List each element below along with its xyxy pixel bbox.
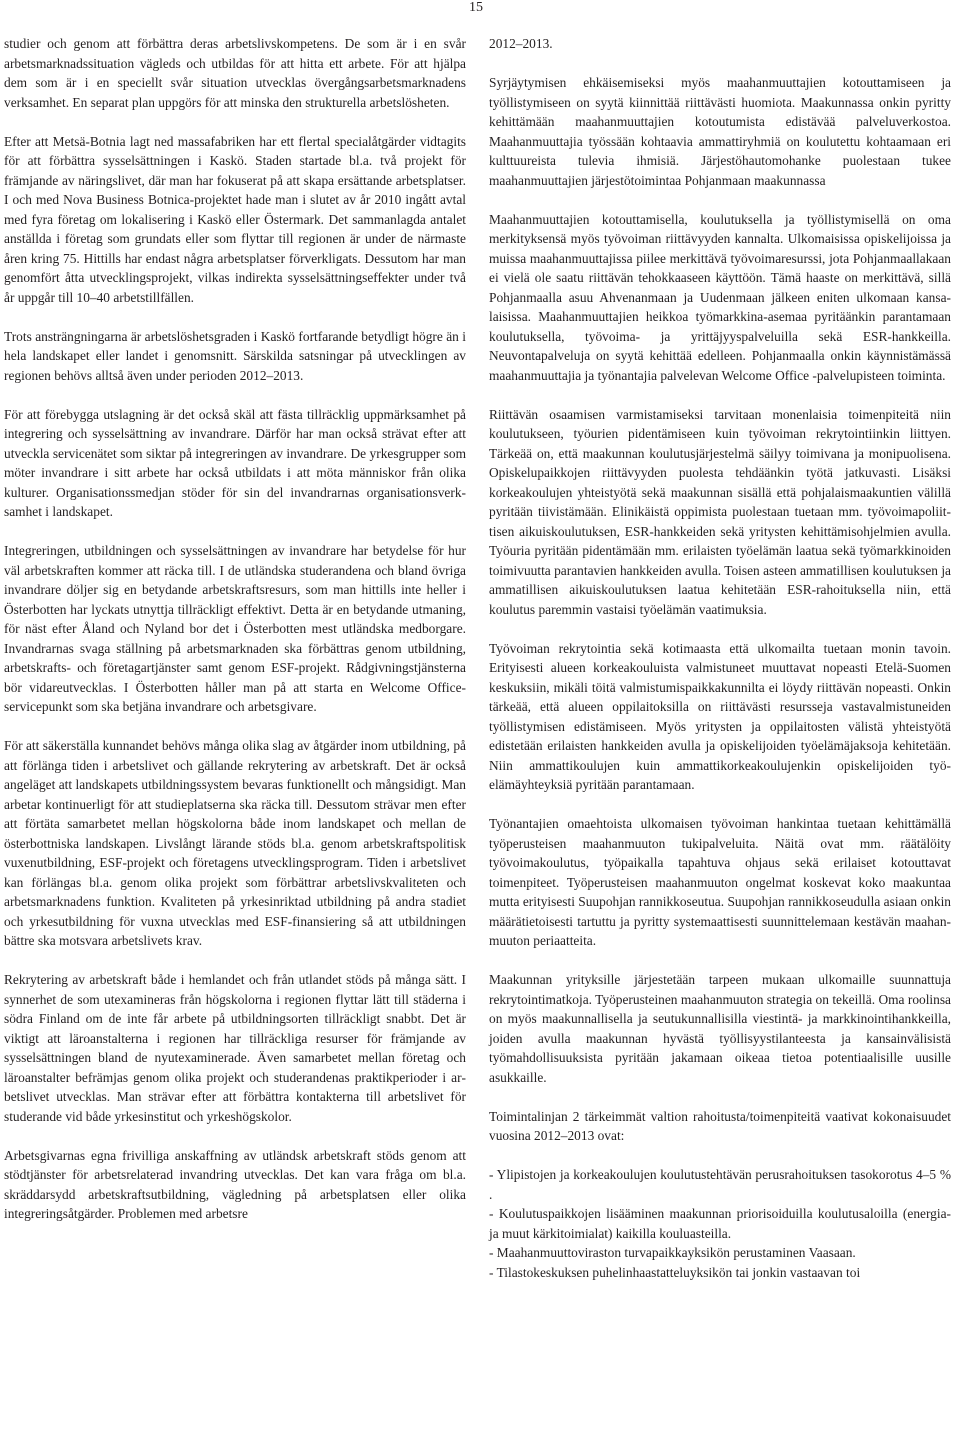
paragraph: För att förebygga utslagning är det också skäl att fästa tillräcklig uppmärksamhet på integrering och sysselsättning av invandrare. Därför har man också strävat efter att utveckla servicenätet som siktar på integreringen av invandrare. De yrkesgrupper som möter invandrare i sitt arbete har också utbildats i att möta människor från olika kulturer. Organisationssmedjan stöder för sin del invandrarnas organisationsverksamhet i landskapet. [4, 406, 466, 519]
list-item: - Maahanmuuttoviraston turvapaikkayksikön perustaminen Vaasaan. [489, 1245, 856, 1260]
paragraph: Efter att Metsä-Botnia lagt ned massafabriken har ett flertal specialåtgärder vidtagits för att förbättra sysselsättningen i Kaskö. Staden startade bl.a. två projekt för främjande av näringslivet, där man har fokuserat på att skapa ersättande arbetsplatser. I och med Nova Business Botnica-projektet hade man i slutet av år 2010 ingått avtal med fyra företag om lokalisering i Kaskö eller Östermark. Det sammanlagda antalet anställda i företag som grundats eller som flyttar till regionen är under de närmaste åren kring 75. Hittills har endast några arbetsplatser förverkligats. Dessutom har man genomfört åtta utvecklingsprojekt, vilkas indirekta sysselsättningseffekter under två år uppgår till 10–40 arbetstillfällen. [4, 133, 466, 305]
paragraph: Trots ansträngningarna är arbetslöshetsgraden i Kaskö fortfarande betydligt högre än i hela landskapet eller landet i genomsnitt. Särskilda satsningar på utvecklingen av regionen behövs alltså även under perioden 2012–2013. [4, 328, 466, 383]
paragraph: Toimintalinjan 2 tärkeimmät valtion rahoitusta/toimenpiteitä vaativat kokonaisuudet vuosina 2012–2013 ovat: [489, 1108, 951, 1143]
right-text-column [489, 34, 951, 1282]
list-item: - Koulutuspaikkojen lisääminen maakunnan priorisoiduilla koulutusaloilla (energia- ja muut kärkitoimialat) kaikilla kouluasteilla. [489, 1206, 951, 1241]
paragraph: 2012–2013. [489, 36, 553, 51]
paragraph: Työnantajien omaehtoista ulkomaisen työvoiman hankintaa tuetaan kehittämällä työperusteisen maahanmuuton tukipalveluita. Näitä ovat mm. räätälöity työvoimakoulutus, työpaikalla tapahtuva ohjaus sekä erilaiset kotouttavat toimenpiteet. Työperusteisen maahanmuuton ongelmat koskevat koko maakuntaa mutta erityisesti Suupohjan rannikkoseutua. Suupohjan rannikkoseudulla asiaan onkin määrätietoisesti tartuttu ja pyritty systemaattisesti suunnittelemaan kestävän maahanmuuton periaatteita. [489, 816, 951, 948]
left-text-column [4, 34, 466, 1224]
list-item: - Ylipistojen ja korkeakoulujen koulutustehtävän perusrahoituksen tasokorotus 4–5 % . [489, 1167, 951, 1202]
paragraph: Maakunnan yrityksille järjestetään tarpeen mukaan ulkomaille suunnattuja rekrytointimatkoja. Työperusteinen maahanmuuton strategia on tekeillä. Oma roolinsa on myös maakunnallisella ja seutukunnallisilla viestintä- ja markkinointihankkeilla, joiden avulla maakunnan hyvästä työllisyystilanteesta ja kansainvälisistä työmahdollisuuksista pyritään jakamaan oikeaa tietoa potentiaalisille uusille asukkaille. [489, 972, 951, 1085]
paragraph: Työvoiman rekrytointia sekä kotimaasta että ulkomailta tuetaan monin tavoin. Erityisesti alueen korkeakouluista valmistuneet muuttavat nopeasti Etelä-Suomen keskuksiin, mikäli töitä valmistumispaikkakunnilta ei löydy riittävän nopeasti. Onkin tärkeää, että alueen oppilaitoksilla on riittävästi resursseja vastavalmistuneiden työllistymisen edistämiseen. Myös yritysten ja oppilaitosten välistä yhteistyötä edistetään erilaisten hankkeiden avulla ja opiskelijoiden työelämäjaksoja kehitetään. Niin ammattikoulujen kuin ammattikorkeakoulujenkin opiskelijoiden työelämäyhteyksiä pyritään parantamaan. [489, 640, 951, 792]
page-number: 15 [469, 0, 483, 15]
paragraph: Maahanmuuttajien kotouttamisella, koulutuksella ja työllistymisellä on oma merkityksensä myös työvoiman riittävyyden kannalta. Ulkomaisissa opiskelijoissa ja muissa maahanmuuttajissa piilee merkittävä työvoimaresurssi, jota Pohjanmaallakaan ei vielä ole saatu riittävän tehokkaaseen käyttöön. Tämä haaste on merkittävä, sillä Pohjanmaalla asuu Ahvenanmaan ja Uudenmaan jälkeen eniten ulkomaan kansalaisissa. Maahanmuuttajien heikkoa työmarkkina-asemaa pyritäänkin parantamaan koulutuksella, työvoima- ja yrittäjyyspalveluilla sekä ESR-hankkeilla. Neuvontapalveluja on syytä kehittää edelleen. Pohjanmaalla onkin käynnistämässä maahanmuuttajia ja työnantajia palvelevan Welcome Office -palvelupisteen toiminta. [489, 211, 951, 383]
paragraph: studier och genom att förbättra deras arbetslivskompetens. De som är i en svår arbetsmarknadssituation vägleds och utbildas för att hitta ett arbete. För att hjälpa dem som är i en speciellt svår situation utvecklas övergångsarbetsmarknadens verksamhet. En separat plan uppgörs för att minska den strukturella arbetslösheten. [4, 36, 466, 110]
paragraph: För att säkerställa kunnandet behövs många olika slag av åtgärder inom utbildning, på att förlänga tiden i arbetslivet och gällande rekrytering av arbetskraft. Det är också angeläget att landskapets utbildningssystem bevaras funktionellt och mångsidigt. Man arbetar kontinuerligt för att studieplatserna ska räcka till. Dessutom strävar men efter att förtäta samarbetet mellan högskolorna både inom landskapet och mellan de österbottniska landskapen. Livslångt lärande stöds bl.a. genom arbetskraftspolitisk vuxenutbildning, ESF-projekt och företagens utvecklingsprogram. Tiden i arbetslivet kan förlängas bl.a. genom olika projekt som förbättrar arbetslivskvaliteten och arbetsmarknadens funktion. Kvaliteten på yrkesinriktad utbildning på andra stadiet och yrkesutbildning för vuxna utvecklas med ESF-finansiering så att utbildningen bättre ska motsvara arbetslivets krav. [4, 738, 466, 948]
paragraph: Rekrytering av arbetskraft både i hemlandet och från utlandet stöds på många sätt. I synnerhet de som utexamineras från högskolorna i regionen flyttar lätt till städerna i södra Finland om de inte får arbete på utbildningsorten tillräckligt snabbt. Det är viktigt att läroanstalterna i regionen har tillräckliga resurser för främjande av sysselsättningen bland de nyutexaminerade. Även samarbetet mellan företag och läroanstalter befrämjas genom olika projekt och studerandenas praktikperioder i arbetslivet utvecklas. Man strävar efter att förbättra kontakterna till arbetslivet för studerande vid både yrkesinstitut och yrkeshögskolor. [4, 972, 466, 1124]
paragraph: Syrjäytymisen ehkäisemiseksi myös maahanmuuttajien kotouttamiseen ja työllistymiseen on syytä kiinnittää riittävästi huomiota. Maakunnassa onkin pyritty kehittämään maahanmuuttajien kotoutumista edistävää palveluverkostoa. Maahanmuuttajia työssään kohtaavia ammattiryhmiä on koulutettu kohtaamaan eri kulttuureista tulevia ihmisiä. Järjestöhautomohanke puolestaan tukee maahanmuuttajien järjestötoimintaa Pohjanmaan maakunnassa [489, 75, 951, 188]
paragraph: Integreringen, utbildningen och sysselsättningen av invandrare har betydelse för hur väl arbetskraften kommer att räcka till. I de utländska studerandena och bland övriga invandrare döljer sig en betydande arbetskraftsresurs, som man hittills inte heller i Österbotten har lyckats utnyttja tillräckligt effektivt. Detta är en betydande utmaning, för näst efter Åland och Nyland bor det i Österbotten mest utländska medborgare. Invandrarnas svaga ställning på arbetsmarknaden ska förbättras genom utbildning, arbetskrafts- och företagartjänster samt genom ESF-projekt. Rådgivningstjänsterna bör vidareutvecklas. I Österbotten håller man på att starta en Welcome Office-servicepunkt som ska betjäna invandrare och arbetsgivare. [4, 543, 466, 714]
paragraph: Arbetsgivarnas egna frivilliga anskaffning av utländsk arbetskraft stöds genom att stödtjänster för arbetsrelaterad invandring utvecklas. Det kan vara fråga om bl.a. skräddarsydd arbetskraftsutbildning, vägledning på arbetsplatsen eller olika integreringsåtgärder. Problemen med arbetsre [4, 1147, 466, 1221]
paragraph: Riittävän osaamisen varmistamiseksi tarvitaan monenlaisia toimenpiteitä niin koulutukseen, työurien pidentämiseen kuin työvoiman rekrytointiinkin liittyen. Tärkeää on, että maakunnan koulutusjärjestelmä säilyy toimivana ja monipuolisena. Opiskelupaikkojen riittävyyden puolesta tehdäänkin työtä jatkuvasti. Lisäksi korkeakoulujen yhteistyötä sekä maakunnan sisällä että pohjalaismaakuntien välillä pyritään tiivistämään. Elinikäistä oppimista puolestaan tuetaan mm. työvoimapoliittisen aikuiskoulutuksen, ESR-hankkeiden sekä yritysten kehittämisohjelmien avulla. Työuria pyritään pidentämään mm. erilaisten työelämän laatua sekä työmarkkinoiden toimivuutta parantavien hankkeiden avulla. Toisen asteen ammatillisen koulutuksen ja ammatillisen aikuiskoulutuksen laatua kehitetään ESR-rahoituksella niin, että koulutus paremmin vastaisi työelämän vaatimuksia. [489, 406, 951, 617]
list-item: - Tilastokeskuksen puhelinhaastatteluyksikön tai jonkin vastaavan toi [489, 1264, 861, 1280]
